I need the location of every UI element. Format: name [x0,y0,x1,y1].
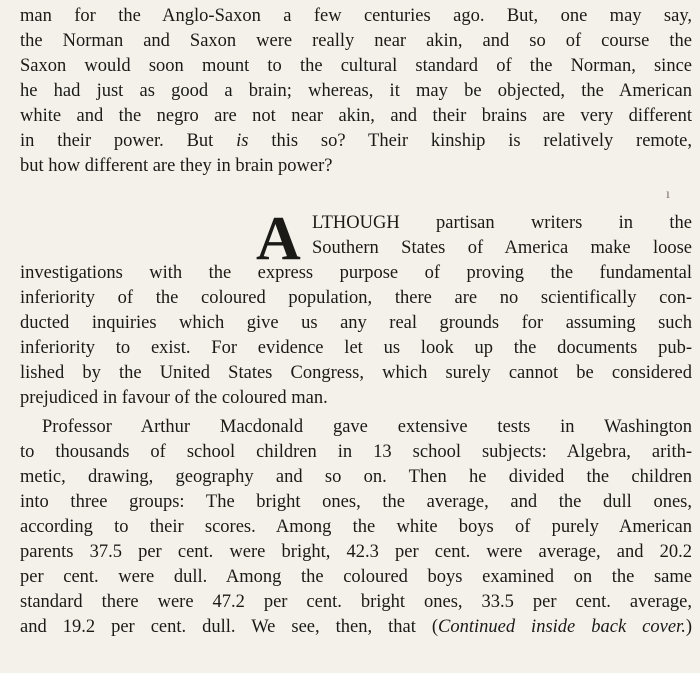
text-line: into three groups: The bright ones, the average, and the dull ones, [20,492,692,512]
text-line: prejudiced in favour of the coloured man. [20,388,328,408]
text-line: investigations with the express purpose of proving the fundamental [20,263,692,283]
text-line-with-emphasis: in their power. But is this so? Their kinship is relatively remote, [20,131,693,151]
text-line: according to their scores. Among the white boys of purely American [20,517,692,537]
text-line: Saxon would soon mount to the cultural standard of the Norman, since [20,56,692,76]
margin-mark: ı [666,187,670,202]
text-line: Southern States of America make loose [312,238,692,258]
text-line: man for the Anglo-Saxon a few centuries ago. But, one may say, [20,6,692,26]
text-line: ducted inquiries which give us any real grounds for assuming such [20,313,692,333]
text-line: standard there were 47.2 per cent. bright ones, 33.5 per cent. average, [20,592,692,612]
text-line: lished by the United States Congress, which surely cannot be considered [20,363,692,383]
text-line: per cent. were dull. Among the coloured boys examined on the same [20,567,692,587]
drop-cap: A [256,205,301,273]
text-line: but how different are they in brain power? [20,156,333,176]
text-line: parents 37.5 per cent. were bright, 42.3 per cent. were average, and 20.2 [20,542,692,562]
text-line: LTHOUGH partisan writers in the [312,213,692,233]
text-line: inferiority to exist. For evidence let us look up the documents pub- [20,338,692,358]
text-line: white and the negro are not near akin, and their brains are very different [20,106,692,126]
text-line: to thousands of school children in 13 school subjects: Algebra, arith- [20,442,692,462]
text-line: inferiority of the coloured population, there are no scientifically con- [20,288,692,308]
text-line: he had just as good a brain; whereas, it may be objected, the American [20,81,692,101]
text-line-continuation: and 19.2 per cent. dull. We see, then, that (Continued inside back cover.) [20,617,692,637]
text-line: metic, drawing, geography and so on. Then he divided the children [20,467,692,487]
continued-note: Continued inside back cover. [437,617,686,637]
text-line: Professor Arthur Macdonald gave extensive tests in Washington [42,417,692,437]
text-line: the Norman and Saxon were really near akin, and so of course the [20,31,692,51]
emphasis-is: is [236,131,249,151]
